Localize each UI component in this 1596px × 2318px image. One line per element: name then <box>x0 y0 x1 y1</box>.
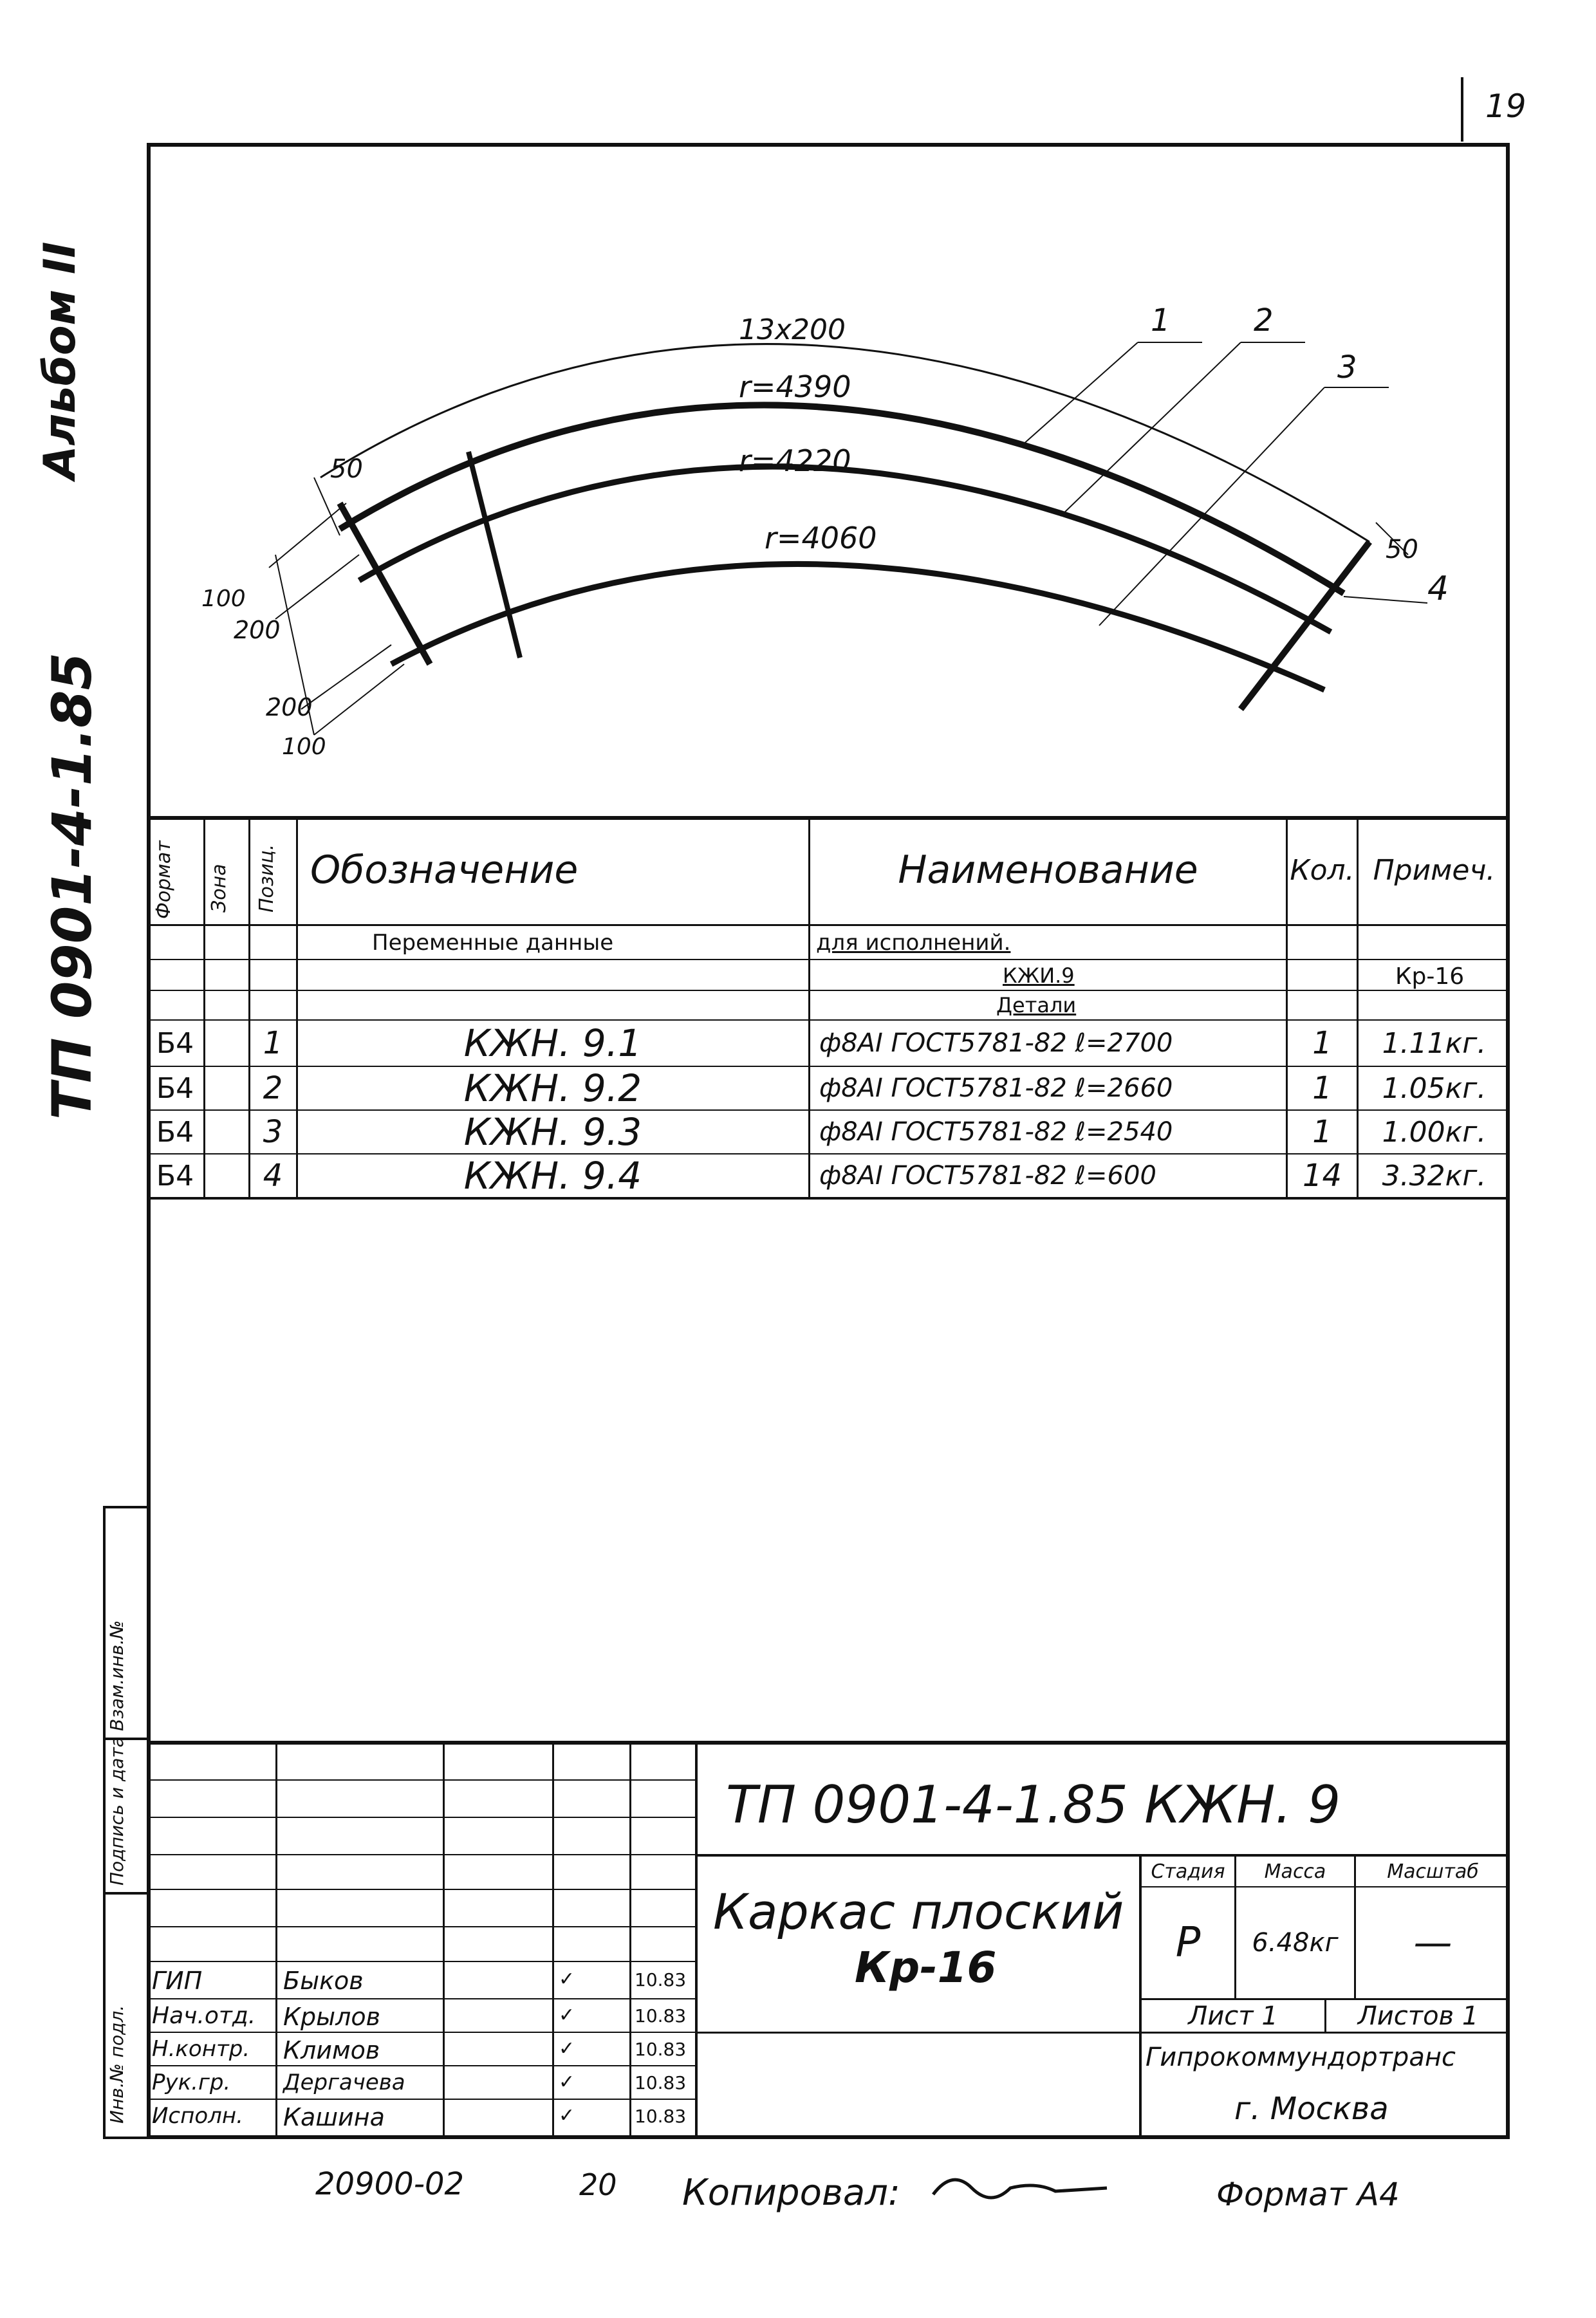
document-title: ТП 0901-4-1.85 КЖН. 9 <box>726 1775 1341 1835</box>
stage-value: Р <box>1175 1919 1201 1967</box>
row-position: 4 <box>263 1158 283 1194</box>
staff-date: 10.83 <box>635 2072 687 2093</box>
staff-role: ГИП <box>152 1967 203 1995</box>
footer-copied: Копировал: <box>682 2172 900 2214</box>
staff-row <box>147 2100 695 2132</box>
page-corner-mark <box>1461 77 1463 142</box>
row-note: 1.00кг. <box>1382 1115 1487 1149</box>
dim-100-bottom: 100 <box>282 734 326 760</box>
staff-name: Климов <box>283 2036 380 2064</box>
staff-name: Кашина <box>283 2103 385 2131</box>
signature-mark: ✓ <box>559 2071 575 2093</box>
inv-label: Инв.№ подл. <box>106 2005 127 2124</box>
staff-row <box>147 2033 695 2065</box>
cross-rod-left-1 <box>340 503 430 664</box>
frame-drawing <box>147 143 1510 819</box>
header-quantity: Кол. <box>1290 853 1355 887</box>
organization-name: Гипрокоммундортранс <box>1146 2043 1456 2072</box>
staff-row <box>147 1999 695 2032</box>
stage-label: Стадия <box>1151 1860 1225 1883</box>
footer-number: 20900-02 <box>315 2166 465 2202</box>
sheets-total: Листов 1 <box>1357 2001 1479 2031</box>
signature-mark: ✓ <box>559 1968 575 1990</box>
version-note: Кр-16 <box>1395 963 1465 990</box>
object-name-line2: Кр-16 <box>855 1943 997 1992</box>
staff-role: Нач.отд. <box>152 2003 256 2029</box>
table-row <box>147 1111 1510 1153</box>
staff-role: Рук.гр. <box>152 2070 231 2095</box>
callout-1: 1 <box>1151 302 1171 338</box>
signature-mark: ✓ <box>559 2004 575 2026</box>
row-quantity: 1 <box>1312 1114 1332 1150</box>
row-quantity: 1 <box>1312 1070 1332 1106</box>
dim-100-top: 100 <box>201 586 246 612</box>
vzam-label: Взам.инв.№ <box>106 1620 127 1731</box>
staff-row <box>147 2066 695 2099</box>
staff-name: Крылов <box>283 2003 381 2031</box>
row-name: ф8АI ГОСТ5781-82 ℓ=2700 <box>819 1028 1173 1058</box>
row-quantity: 1 <box>1312 1025 1332 1061</box>
staff-role: Н.контр. <box>152 2036 250 2062</box>
signature-label: Подпись и дата <box>106 1736 127 1886</box>
variable-data-label: Переменные данные <box>372 930 614 956</box>
row-designation: КЖН. 9.4 <box>463 1154 642 1197</box>
header-position: Позиц. <box>255 844 278 913</box>
radius-3-label: r=4060 <box>765 521 877 555</box>
row-format: Б4 <box>156 1071 194 1105</box>
scale-label: Масштаб <box>1387 1860 1479 1883</box>
table-row <box>147 1154 1510 1197</box>
rod-3 <box>391 564 1324 690</box>
copier-signature <box>927 2162 1120 2214</box>
row-name: ф8АI ГОСТ5781-82 ℓ=600 <box>819 1161 1156 1191</box>
staff-role: Исполн. <box>152 2103 243 2129</box>
dim-200-top: 200 <box>234 616 281 644</box>
dim-arc-label: 13x200 <box>739 313 846 346</box>
signature-mark: ✓ <box>559 2104 575 2127</box>
callout-3: 3 <box>1337 349 1357 385</box>
row-note: 1.05кг. <box>1382 1071 1487 1105</box>
header-note: Примеч. <box>1373 853 1496 887</box>
row-position: 1 <box>263 1025 283 1061</box>
title-block <box>147 1741 1510 2139</box>
dim-50-right: 50 <box>1386 535 1418 564</box>
doc-code-side: ТП 0901-4-1.85 <box>41 652 104 1120</box>
row-format: Б4 <box>156 1115 194 1149</box>
row-note: 3.32кг. <box>1382 1159 1487 1192</box>
organization-city: г. Москва <box>1234 2091 1389 2127</box>
object-name-line1: Каркас плоский <box>713 1883 1124 1940</box>
row-position: 2 <box>263 1070 283 1106</box>
scale-value: — <box>1413 1920 1452 1965</box>
staff-row <box>147 1962 695 1998</box>
staff-date: 10.83 <box>635 2106 687 2127</box>
spec-table <box>147 816 1510 1277</box>
page-number: 19 <box>1485 88 1526 125</box>
row-designation: КЖН. 9.2 <box>463 1067 642 1109</box>
album-label: Альбом II <box>35 241 86 479</box>
row-format: Б4 <box>156 1159 194 1192</box>
header-format: Формат <box>153 840 175 919</box>
dim-50-left: 50 <box>330 454 363 484</box>
header-name: Наименование <box>898 848 1198 893</box>
staff-date: 10.83 <box>635 2039 687 2060</box>
staff-name: Дергачева <box>283 2070 405 2095</box>
table-row <box>147 1067 1510 1109</box>
header-zone: Зона <box>208 864 230 913</box>
callout-4: 4 <box>1427 570 1449 608</box>
sheet-number: Лист 1 <box>1188 2001 1278 2031</box>
staff-date: 10.83 <box>635 2005 687 2026</box>
radius-2-label: r=4220 <box>739 443 851 478</box>
row-quantity: 14 <box>1302 1158 1342 1194</box>
mass-label: Масса <box>1264 1860 1326 1883</box>
row-note: 1.11кг. <box>1382 1026 1487 1060</box>
header-designation: Обозначение <box>310 848 579 893</box>
signature-mark: ✓ <box>559 2037 575 2060</box>
staff-name: Быков <box>283 1967 364 1995</box>
dim-200-bottom: 200 <box>266 693 313 721</box>
details-label: Детали <box>996 993 1077 1017</box>
row-designation: КЖН. 9.3 <box>463 1111 642 1153</box>
version-label: КЖИ.9 <box>1003 963 1075 988</box>
footer-format: Формат А4 <box>1216 2176 1400 2213</box>
radius-1-label: r=4390 <box>739 369 851 404</box>
mass-value: 6.48кг <box>1252 1928 1339 1958</box>
row-format: Б4 <box>156 1026 194 1060</box>
row-designation: КЖН. 9.1 <box>463 1021 642 1065</box>
footer-page: 20 <box>579 2167 617 2202</box>
staff-date: 10.83 <box>635 1969 687 1990</box>
row-name: ф8АI ГОСТ5781-82 ℓ=2660 <box>819 1073 1173 1103</box>
callout-2: 2 <box>1254 302 1274 338</box>
row-position: 3 <box>263 1114 283 1150</box>
table-row <box>147 1021 1510 1066</box>
row-name: ф8АI ГОСТ5781-82 ℓ=2540 <box>819 1117 1173 1147</box>
for-versions-label: для исполнений. <box>816 930 1011 956</box>
